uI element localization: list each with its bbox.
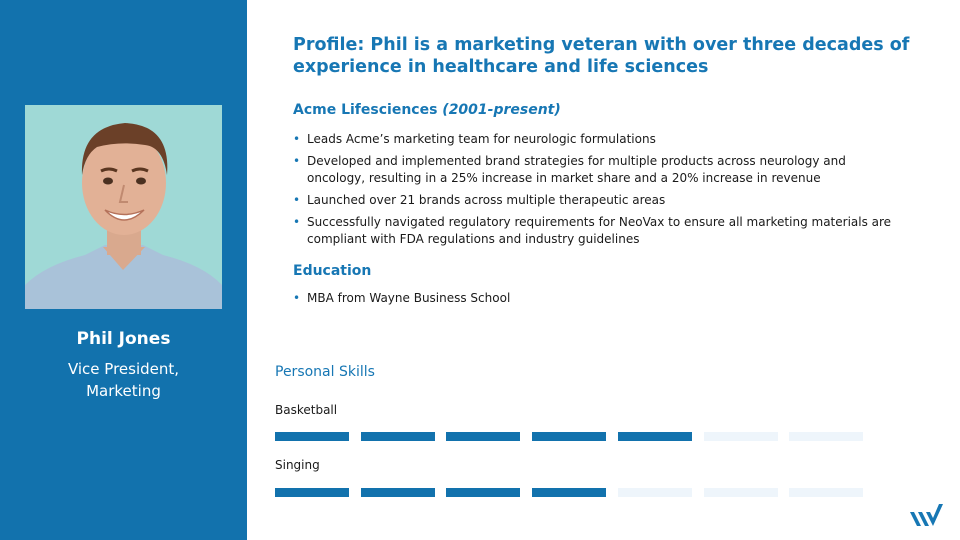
job-heading — [293, 101, 561, 119]
education-heading: Education — [293, 263, 372, 279]
list-item: • MBA from Wayne Business School — [293, 291, 511, 305]
skill-segment-filled — [618, 432, 692, 441]
skill-segment-empty — [704, 432, 778, 441]
portrait-image — [25, 105, 222, 309]
sidebar — [0, 0, 247, 540]
bullet-icon: • — [293, 193, 301, 207]
profile-heading: Profile: Phil is a marketing veteran with over three decades of experience in healthcare and life sciences — [293, 35, 910, 77]
skill-segment-filled — [361, 488, 435, 497]
skill-segment-filled — [361, 432, 435, 441]
job-years: (2001-present) — [442, 102, 561, 118]
skill-segment-filled — [275, 432, 349, 441]
bullet-icon: • — [293, 154, 301, 168]
skill-segment-filled — [532, 488, 606, 497]
skill-segment-empty — [789, 488, 863, 497]
person-name: Phil Jones — [76, 329, 171, 349]
skill-segment-empty — [789, 432, 863, 441]
skill-name-basketball: Basketball — [275, 403, 338, 417]
bullet-icon: • — [293, 132, 301, 146]
skill-bar-singing — [275, 488, 875, 498]
person-title: Vice President, Marketing — [67, 360, 180, 400]
education-bullet-list — [293, 290, 893, 312]
list-item: • Successfully navigated regulatory requirements for NeoVax to ensure all marketing materials are compliant with FDA regulations and industry guidelines — [293, 215, 892, 246]
skill-bar-basketball — [275, 432, 875, 442]
profile-photo — [25, 105, 222, 309]
skill-segment-filled — [275, 488, 349, 497]
skill-segment-empty — [618, 488, 692, 497]
list-item: • Launched over 21 brands across multiple therapeutic areas — [293, 193, 666, 207]
skill-segment-filled — [532, 432, 606, 441]
job-bullet-list — [293, 131, 893, 253]
skill-segment-empty — [704, 488, 778, 497]
company-name: Acme Lifesciences — [293, 102, 438, 118]
skill-segment-filled — [446, 432, 520, 441]
list-item: • Developed and implemented brand strategies for multiple products across neurology and oncology, resulting in a 25% increase in market share and a 20% increase in revenue — [293, 154, 846, 185]
list-item: • Leads Acme’s marketing team for neurologic formulations — [293, 132, 656, 146]
bullet-icon: • — [293, 215, 301, 229]
skill-name-singing: Singing — [275, 458, 320, 472]
skills-heading: Personal Skills — [275, 364, 375, 380]
bullet-icon: • — [293, 291, 301, 305]
brand-logo-icon — [908, 502, 944, 528]
skill-segment-filled — [446, 488, 520, 497]
